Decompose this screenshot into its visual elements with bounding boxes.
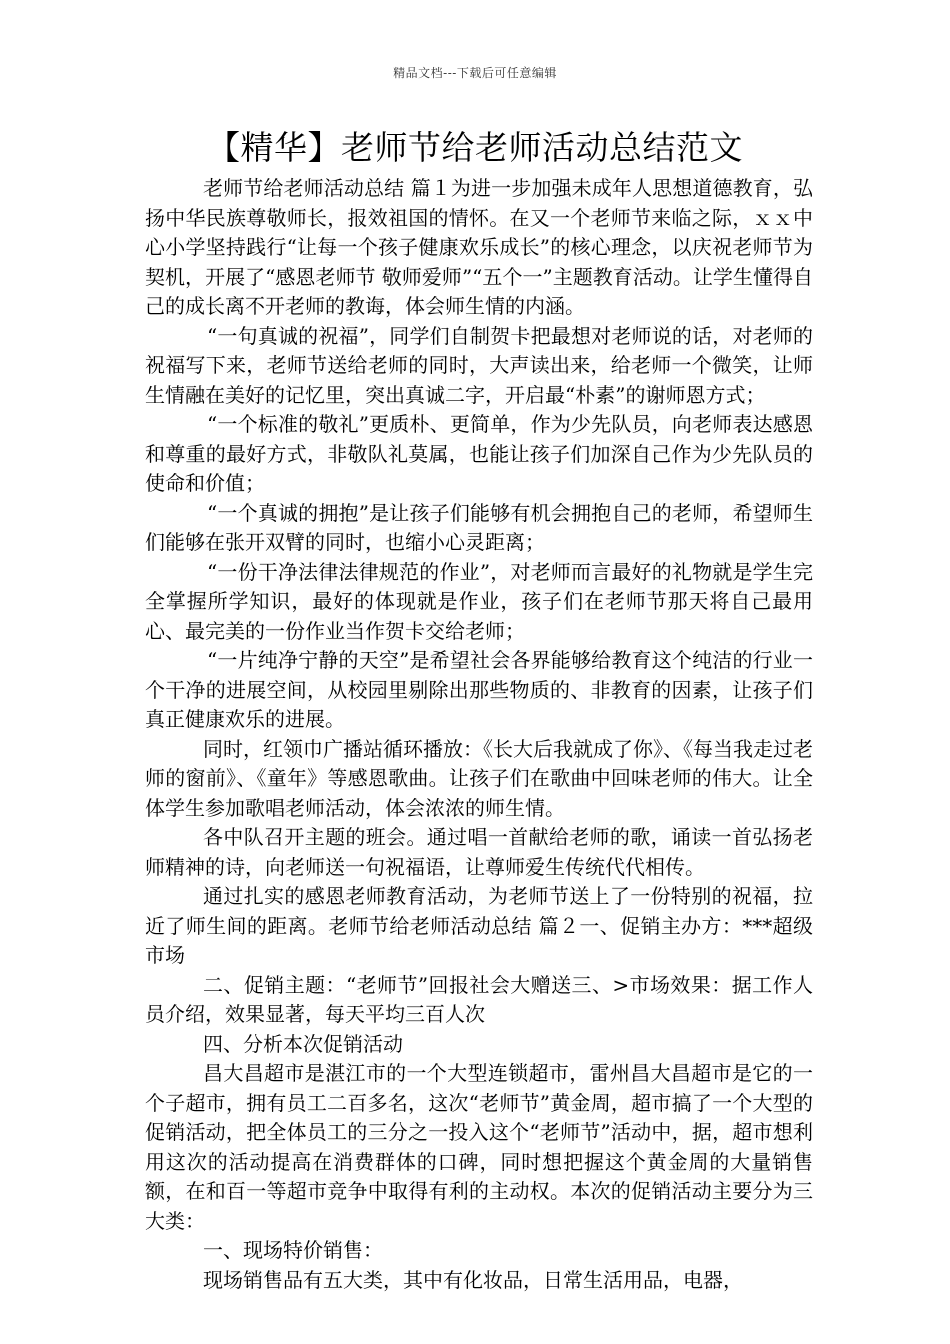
paragraph-8: 各中队召开主题的班会。通过唱一首献给老师的歌，诵读一首弘扬老师精神的诗，向老师送一句祝福语，让尊师爱生传统代代相传。 [145, 825, 813, 879]
paragraph-5: “一份干净法律法律规范的作业”，对老师而言最好的礼物就是学生完全掌握所学知识，最好的体现就是作业，孩子们在老师节那天将自己最用心、最完美的一份作业当作贺卡交给老师； [145, 559, 813, 643]
paragraph-14: 现场销售品有五大类，其中有化妆品，日常生活用品，电器， [203, 1267, 743, 1292]
paragraph-3: “一个标准的敬礼”更质朴、更简单，作为少先队员，向老师表达感恩和尊重的最好方式，非敬队礼莫属，也能让孩子们加深自己作为少先队员的使命和价值； [145, 412, 813, 495]
paragraph-7: 同时，红领巾广播站循环播放：《长大后我就成了你》、《每当我走过老师的窗前》、《童年》等感恩歌曲。让孩子们在歌曲中回味老师的伟大。让全体学生参加歌唱老师活动，体会浓浓的师生情。 [145, 736, 813, 820]
page-header: 精品文档---下载后可任意编辑 [393, 66, 557, 80]
document-body [145, 174, 813, 1295]
document-title: 【精华】老师节给老师活动总结范文 [207, 128, 743, 167]
paragraph-12: 昌大昌超市是湛江市的一个大型连锁超市，雷州昌大昌超市是它的一个子超市，拥有员工二百多名，这次“老师节”黄金周，超市搞了一个大型的促销活动，把全体员工的三分之一投入这个“老师节”活动中，据，超市想利用这次的活动提高在消费群体的口碑，同时想把握这个黄金周的大量销售额，在和百一等超市竞争中取得有利的主动权。本次的促销活动主要分为三大类： [145, 1061, 813, 1233]
paragraph-4: “一个真诚的拥抱”是让孩子们能够有机会拥抱自己的老师，希望师生们能够在张开双臂的同时，也缩小心灵距离； [145, 500, 813, 554]
paragraph-13: 一、现场特价销售： [203, 1238, 383, 1262]
paragraph-9: 通过扎实的感恩老师教育活动，为老师节送上了一份特别的祝福，拉近了师生间的距离。老师节给老师活动总结 篇２一、促销主办方：***超级市场 [145, 884, 813, 967]
paragraph-2: “一句真诚的祝福”，同学们自制贺卡把最想对老师说的话，对老师的祝福写下来，老师节送给老师的同时，大声读出来，给老师一个微笑，让师生情融在美好的记忆里，突出真诚二字，开启最“朴素”的谢师恩方式； [145, 323, 813, 407]
paragraph-1: 老师节给老师活动总结 篇１为进一步加强未成年人思想道德教育，弘扬中华民族尊敬师长，报效祖国的情怀。在又一个老师节来临之际，ｘｘ中心小学坚持践行“让每一个孩子健康欢乐成长”的核心理念，以庆祝老师节为契机，开展了“感恩老师节 敬师爱师”“五个一”主题教育活动。让学生懂得自己的成长离不开老师的教诲，体会师生情的内涵。 [145, 176, 813, 318]
paragraph-6: “一片纯净宁静的天空”是希望社会各界能够给教育这个纯洁的行业一个干净的进展空间，从校园里剔除出那些物质的、非教育的因素，让孩子们真正健康欢乐的进展。 [145, 648, 813, 731]
paragraph-11: 四、分析本次促销活动 [203, 1031, 403, 1056]
paragraph-10: 二、促销主题：“老师节”回报社会大赠送三、>市场效果：据工作人员介绍，效果显著，每天平均三百人次 [145, 972, 813, 1026]
